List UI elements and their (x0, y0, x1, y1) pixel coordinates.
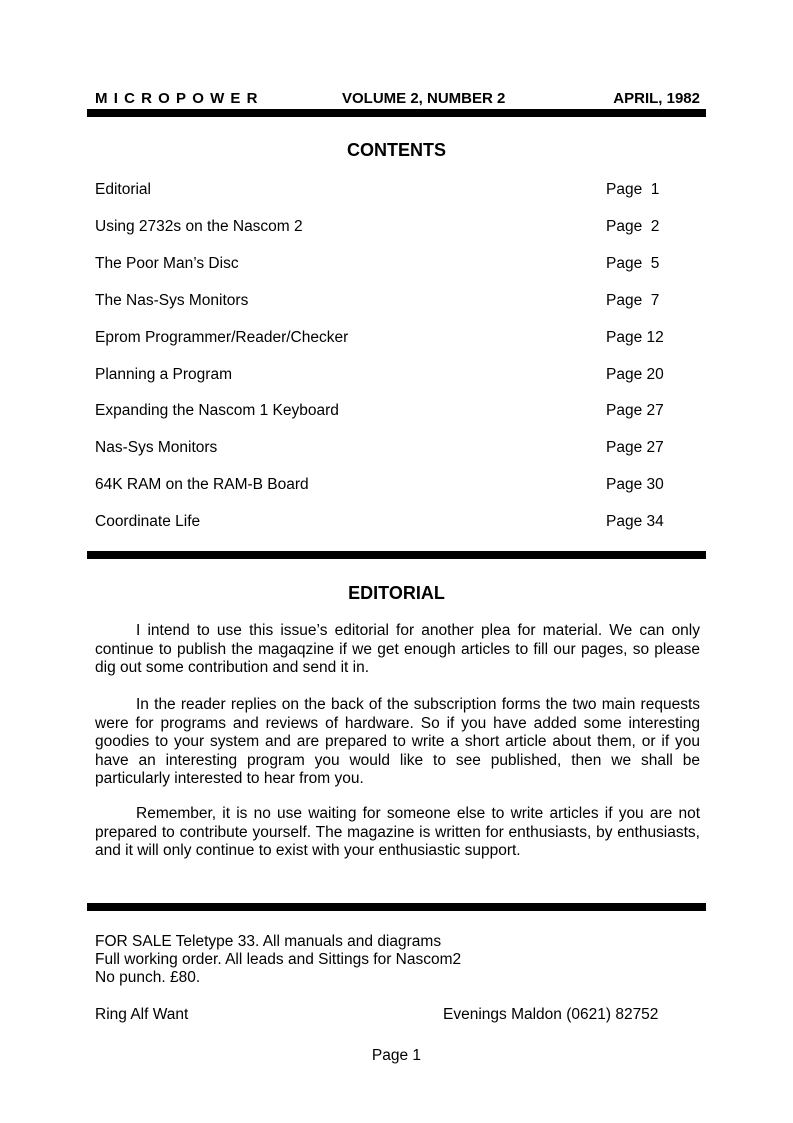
toc-entry[interactable] (95, 402, 695, 422)
toc-page: Page 12 (606, 329, 664, 346)
editorial-heading: EDITORIAL (348, 583, 445, 603)
toc-entry[interactable] (95, 218, 695, 238)
magazine-title: MICROPOWER (95, 90, 264, 107)
toc-entry[interactable] (95, 292, 695, 312)
advert-contact-name: Ring Alf Want (95, 1006, 189, 1023)
advert-line: Full working order. All leads and Sittings for Nascom2 (95, 951, 462, 968)
toc-title: Planning a Program (95, 366, 232, 383)
toc-page: Page 30 (606, 476, 664, 493)
toc-title: The Poor Man’s Disc (95, 255, 239, 272)
editorial-paragraph: I intend to use this issue’s editorial for another plea for material. We can only continue to publish the magaqzine if we get enough articles to fill our pages, so please dig out some contribution and send it in. (95, 622, 700, 676)
toc-page: Page 5 (606, 255, 660, 272)
toc-page: Page 27 (606, 439, 664, 456)
masthead-rule (87, 109, 706, 117)
toc-page: Page 1 (606, 181, 660, 198)
editorial-paragraph: In the reader replies on the back of the subscription forms the two main requests were for programs and reviews of hardware. So if you have added some interesting goodies to your system and are prepared to write a short article about them, or if you have an interesting program you would like to see published, then we shall be particularly interested to hear from you. (95, 696, 700, 787)
editorial-rule (87, 903, 706, 911)
toc-entry[interactable] (95, 476, 695, 496)
editorial-paragraph: Remember, it is no use waiting for someone else to write articles if you are not prepared to contribute yourself. The magazine is written for enthusiasts, by enthusiasts, and it will only continue to exist with your enthusiastic support. (95, 805, 700, 859)
toc-entry[interactable] (95, 513, 695, 533)
advert-line: No punch. £80. (95, 969, 201, 986)
toc-page: Page 34 (606, 513, 664, 530)
toc-title: Coordinate Life (95, 513, 201, 530)
toc-page: Page 27 (606, 402, 664, 419)
advert-contact-phone: Evenings Maldon (0621) 82752 (443, 1006, 659, 1023)
toc-title: Eprom Programmer/Reader/Checker (95, 329, 349, 346)
issue-date: APRIL, 1982 (613, 90, 700, 107)
toc-title: 64K RAM on the RAM-B Board (95, 476, 309, 493)
issue-volume: VOLUME 2, NUMBER 2 (342, 90, 506, 107)
toc-entry[interactable] (95, 439, 695, 459)
contents-heading: CONTENTS (347, 140, 446, 160)
toc-title: Expanding the Nascom 1 Keyboard (95, 402, 339, 419)
toc-entry[interactable] (95, 366, 695, 386)
toc-title: Editorial (95, 181, 151, 198)
advert-line: FOR SALE Teletype 33. All manuals and diagrams (95, 933, 442, 950)
toc-page: Page 7 (606, 292, 660, 309)
toc-page: Page 2 (606, 218, 660, 235)
masthead (95, 90, 700, 110)
toc-title: The Nas-Sys Monitors (95, 292, 249, 309)
toc-title: Using 2732s on the Nascom 2 (95, 218, 303, 235)
toc-entry[interactable] (95, 255, 695, 275)
toc-entry[interactable] (95, 181, 695, 201)
toc-page: Page 20 (606, 366, 664, 383)
page-number: Page 1 (371, 1047, 422, 1064)
toc-title: Nas-Sys Monitors (95, 439, 218, 456)
contents-rule (87, 551, 706, 559)
toc-entry[interactable] (95, 329, 695, 349)
